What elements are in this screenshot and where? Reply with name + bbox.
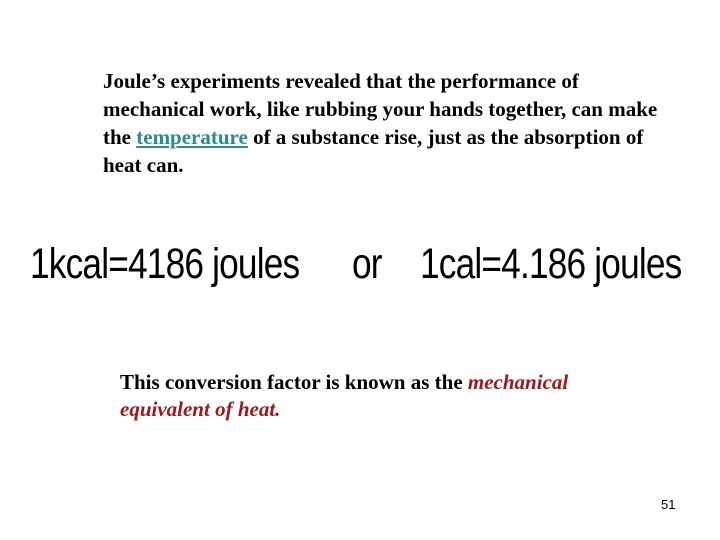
conversion-equation xyxy=(30,236,702,296)
intro-text-after: of a substance rise, just as the absorption of heat can. xyxy=(103,125,644,177)
page-number: 51 xyxy=(661,497,676,512)
mechanical-equivalent-term: mechanical equivalent of heat. xyxy=(120,370,569,421)
intro-text-before: Joule’s experiments revealed that the performance of mechanical work, like rubbing your hands together, can make the xyxy=(103,69,658,149)
cal-equation: 1cal=4.186 joules xyxy=(420,240,682,288)
equation-connector: or xyxy=(352,240,382,288)
intro-paragraph xyxy=(103,67,663,179)
conversion-text: This conversion factor is known as the xyxy=(120,370,468,394)
kcal-equation: 1kcal=4186 joules xyxy=(30,240,300,288)
temperature-link[interactable]: temperature xyxy=(136,125,248,149)
conversion-statement xyxy=(120,369,620,423)
